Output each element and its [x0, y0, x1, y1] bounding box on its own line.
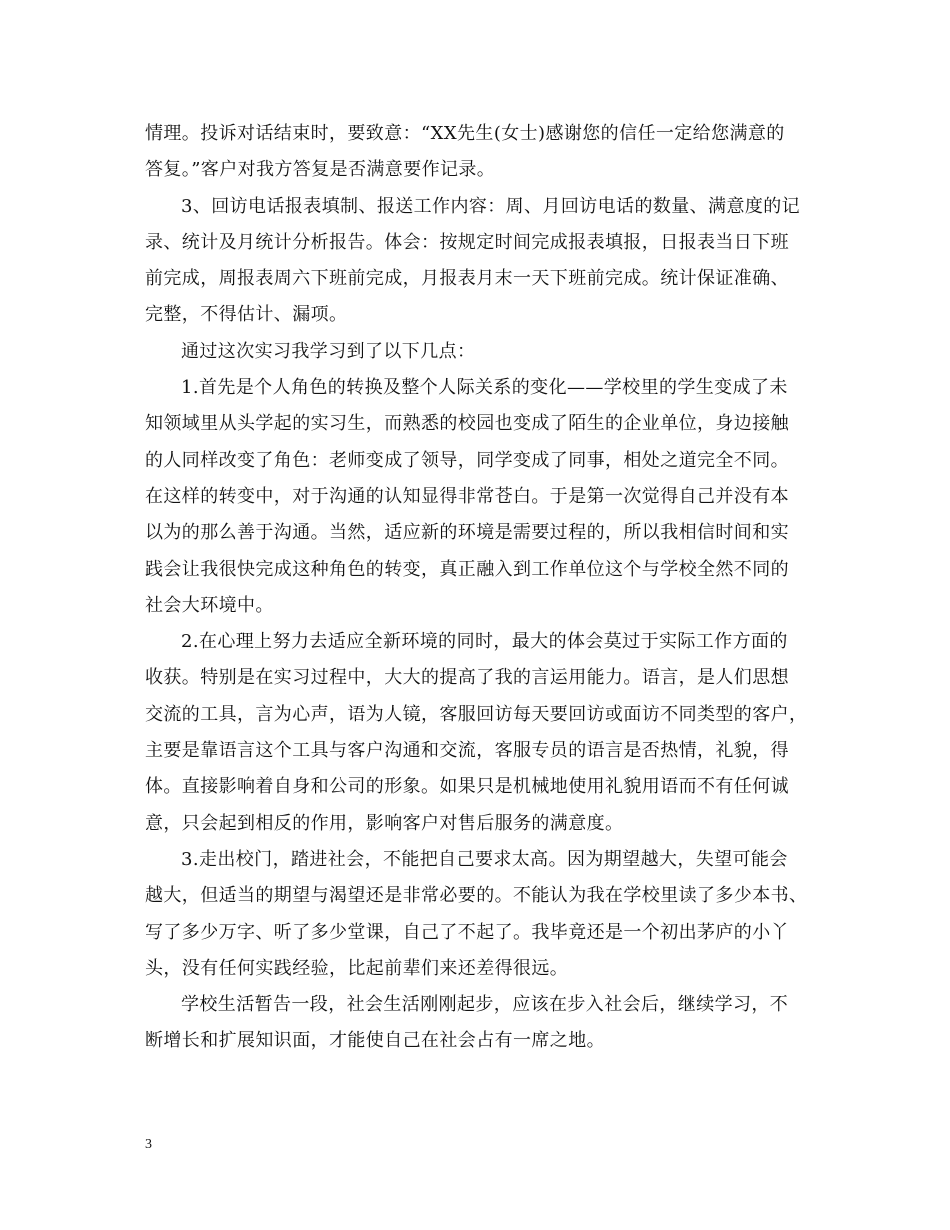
text-line: 学校生活暂告一段，社会生活刚刚起步，应该在步入社会后，继续学习，不 — [181, 994, 789, 1016]
page-number: 3 — [145, 1137, 152, 1152]
text-line: 3.走出校门，踏进社会，不能把自己要求太高。因为期望越大，失望可能会 — [181, 848, 788, 870]
text-line: 越大，但适当的期望与渴望还是非常必要的。不能认为我在学校里读了多少本书、 — [145, 885, 808, 907]
text-line: 答复。”客户对我方答复是否满意要作记录。 — [145, 159, 496, 181]
text-line: 体。直接影响着自身和公司的形象。如果只是机械地使用礼貌用语而不有任何诚 — [145, 776, 789, 798]
text-line: 交流的工具，言为心声，语为人镜，客服回访每天要回访或面访不同类型的客户， — [145, 703, 808, 725]
text-line: 断增长和扩展知识面，才能使自己在社会占有一席之地。 — [145, 1030, 605, 1052]
text-line: 通过这次实习我学习到了以下几点： — [181, 340, 476, 362]
text-line: 在这样的转变中，对于沟通的认知显得非常苍白。于是第一次觉得自己并没有本 — [145, 485, 789, 507]
text-line: 社会大环境中。 — [145, 594, 274, 616]
body-text — [145, 116, 807, 1060]
text-line: 践会让我很快完成这种角色的转变，真正融入到工作单位这个与学校全然不同的 — [145, 558, 789, 580]
text-line: 知领域里从头学起的实习生，而熟悉的校园也变成了陌生的企业单位，身边接触 — [145, 413, 789, 435]
text-line: 前完成，周报表周六下班前完成，月报表月末一天下班前完成。统计保证准确、 — [145, 268, 789, 290]
text-line: 2.在心理上努力去适应全新环境的同时，最大的体会莫过于实际工作方面的 — [181, 631, 788, 653]
text-line: 收获。特别是在实习过程中，大大的提高了我的言运用能力。语言，是人们思想 — [145, 667, 789, 689]
text-line: 3、回访电话报表填制、报送工作内容：周、月回访电话的数量、满意度的记 — [181, 195, 801, 217]
text-line: 意，只会起到相反的作用，影响客户对售后服务的满意度。 — [145, 812, 624, 834]
text-line: 以为的那么善于沟通。当然，适应新的环境是需要过程的，所以我相信时间和实 — [145, 522, 789, 544]
text-line: 的人同样改变了角色：老师变成了领导，同学变成了同事，相处之道完全不同。 — [145, 449, 789, 471]
text-line: 主要是靠语言这个工具与客户沟通和交流，客服专员的语言是否热情，礼貌，得 — [145, 740, 789, 762]
text-line: 1.首先是个人角色的转换及整个人际关系的变化——学校里的学生变成了未 — [181, 377, 788, 399]
text-line: 头，没有任何实践经验，比起前辈们来还差得很远。 — [145, 957, 569, 979]
text-line: 写了多少万字、听了多少堂课，自己了不起了。我毕竟还是一个初出茅庐的小丫 — [145, 921, 789, 943]
text-line: 情理。投诉对话结束时，要致意：“XX先生(女士)感谢您的信任一定给您满意的 — [145, 123, 785, 144]
text-line: 录、统计及月统计分析报告。体会：按规定时间完成报表填报，日报表当日下班 — [145, 231, 789, 253]
text-line: 完整，不得估计、漏项。 — [145, 304, 348, 326]
